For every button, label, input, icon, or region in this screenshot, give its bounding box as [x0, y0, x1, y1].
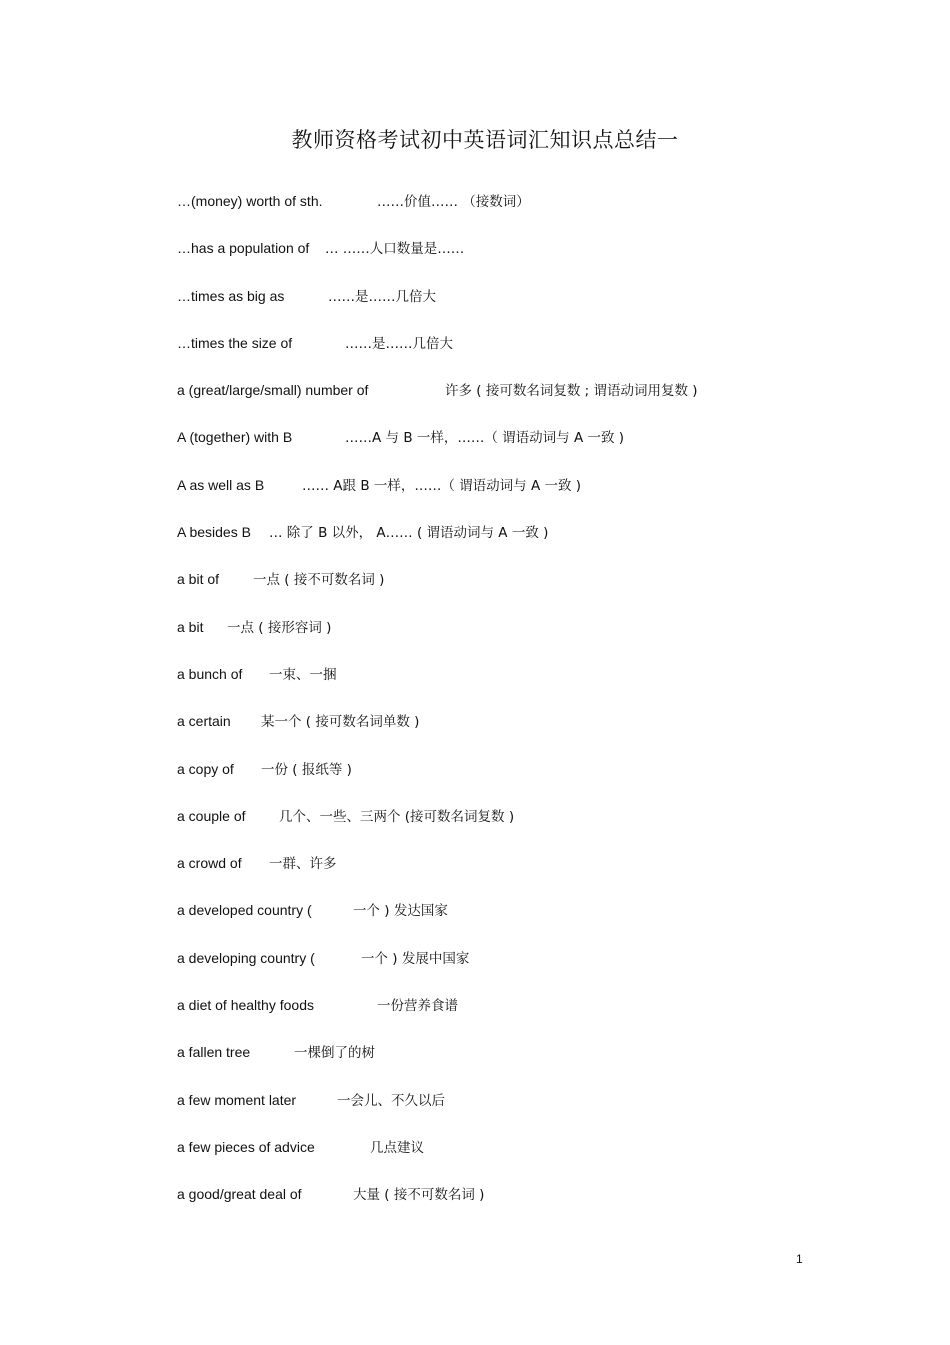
english-phrase: …times the size of — [177, 334, 293, 351]
english-phrase: …times as big as — [177, 287, 285, 304]
chinese-meaning: 一个 ) 发达国家 — [353, 903, 448, 920]
chinese-meaning: ……价值…… （接数词） — [377, 194, 530, 210]
list-item — [177, 1136, 877, 1183]
chinese-meaning: …… A跟 B 一样，……（ 谓语动词与 A 一致 ) — [302, 477, 582, 494]
chinese-meaning: 一群、许多 — [269, 856, 337, 873]
chinese-meaning: 某一个 ( 接可数名词单数 ) — [261, 714, 420, 731]
chinese-meaning: 一份营养食谱 — [377, 998, 458, 1015]
list-item — [177, 426, 877, 473]
chinese-meaning: 一点 ( 接形容词 ) — [227, 619, 332, 636]
english-phrase: a copy of — [177, 760, 234, 777]
chinese-meaning: 一个 ) 发展中国家 — [361, 950, 470, 967]
list-item — [177, 663, 877, 710]
english-phrase: A as well as B — [177, 476, 265, 493]
english-phrase: …(money) worth of sth. — [177, 193, 323, 209]
english-phrase: a developed country ( — [177, 902, 312, 919]
list-item — [177, 1089, 877, 1136]
chinese-meaning: ……A 与 B 一样，……（ 谓语动词与 A 一致 ) — [345, 430, 625, 447]
chinese-meaning: 一点 ( 接不可数名词 ) — [253, 572, 385, 589]
list-item — [177, 379, 877, 426]
chinese-meaning: 一束、一捆 — [269, 666, 337, 683]
vocabulary-list — [177, 190, 877, 1231]
english-phrase: a diet of healthy foods — [177, 997, 314, 1014]
list-item — [177, 758, 877, 805]
list-item — [177, 237, 877, 284]
english-phrase: a bit — [177, 618, 204, 635]
chinese-meaning: 一棵倒了的树 — [294, 1045, 375, 1062]
list-item — [177, 899, 877, 946]
list-item — [177, 332, 877, 379]
list-item — [177, 190, 877, 237]
english-phrase: a crowd of — [177, 855, 242, 872]
list-item — [177, 994, 877, 1041]
english-phrase: a (great/large/small) number of — [177, 382, 369, 399]
list-item — [177, 710, 877, 757]
english-phrase: a certain — [177, 713, 231, 730]
list-item — [177, 1183, 877, 1230]
chinese-meaning: ……是……几倍大 — [328, 288, 436, 305]
english-phrase: a few moment later — [177, 1091, 297, 1108]
english-phrase: a couple of — [177, 807, 246, 824]
list-item — [177, 568, 877, 615]
list-item — [177, 616, 877, 663]
chinese-meaning: 许多 ( 接可数名词复数 ; 谓语动词用复数 ) — [445, 383, 698, 400]
english-phrase: a bunch of — [177, 665, 243, 682]
list-item — [177, 521, 877, 568]
list-item — [177, 474, 877, 521]
english-phrase: A (together) with B — [177, 429, 293, 446]
chinese-meaning: 一会儿、不久以后 — [337, 1092, 445, 1109]
english-phrase: a developing country ( — [177, 949, 315, 966]
list-item — [177, 805, 877, 852]
english-phrase: A besides B — [177, 524, 251, 541]
list-item — [177, 947, 877, 994]
chinese-meaning: … 除了 B 以外， A…… ( 谓语动词与 A 一致 ) — [269, 525, 549, 542]
chinese-meaning: 几点建议 — [370, 1139, 424, 1156]
list-item — [177, 852, 877, 899]
chinese-meaning: 大量 ( 接不可数名词 ) — [353, 1187, 485, 1204]
english-phrase: …has a population of — [177, 240, 310, 257]
chinese-meaning: … ……人口数量是…… — [325, 241, 465, 258]
page-title: 教师资格考试初中英语词汇知识点总结一 — [291, 128, 679, 152]
english-phrase: a few pieces of advice — [177, 1138, 315, 1155]
chinese-meaning: ……是……几倍大 — [345, 335, 453, 352]
english-phrase: a good/great deal of — [177, 1186, 302, 1203]
list-item — [177, 1041, 877, 1088]
list-item — [177, 285, 877, 332]
english-phrase: a bit of — [177, 571, 220, 588]
page-number: 1 — [796, 1252, 803, 1266]
chinese-meaning: 一份 ( 报纸等 ) — [261, 761, 352, 778]
chinese-meaning: 几个、一些、三两个 (接可数名词复数 ) — [279, 808, 515, 825]
english-phrase: a fallen tree — [177, 1044, 251, 1061]
